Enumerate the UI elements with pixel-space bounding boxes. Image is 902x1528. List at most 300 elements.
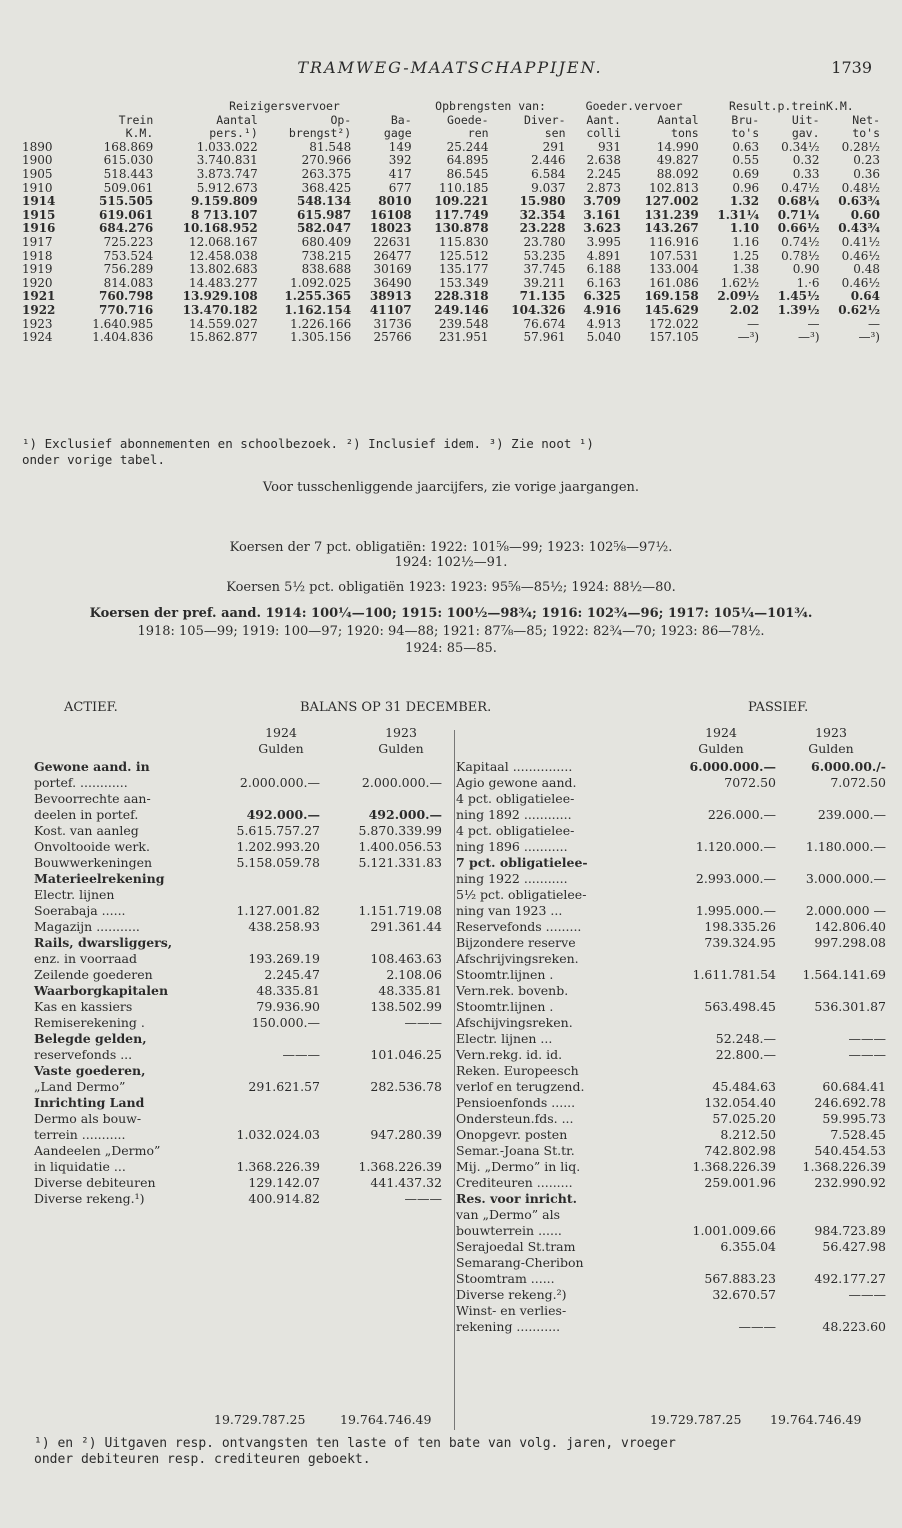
balance-row [456,1271,886,1287]
value-1923: 2.000.000 — [805,903,886,918]
value-1924: 198.335.26 [704,919,776,934]
value-1924: 1.368.226.39 [236,1159,320,1174]
balance-label: verlof en terugzend. [456,1079,585,1094]
unit-header: Gulden [378,741,424,756]
table-cell: 518.443 [103,166,154,181]
table-cell: 4.916 [583,302,621,317]
table-cell: 36490 [373,275,412,290]
table-cell: 25766 [373,330,412,345]
column-header: Bru- [731,112,760,127]
total-passief-1924: 19.729.787.25 [650,1412,742,1427]
balance-row [34,839,450,855]
balance-label: Afschijvingsreken. [456,1015,573,1030]
balance-label: Onopgevr. posten [456,1127,568,1142]
balance-row [456,1063,886,1079]
bond-quotes-7pct: Koersen der 7 pct. obligatiën: 1922: 101⅝—99; 1923: 102⅝—97½. [229,540,673,555]
balance-label: Afschrijvingsreken. [456,951,579,966]
value-1923: ——— [404,1015,442,1030]
value-1923: 984.723.89 [814,1223,886,1238]
table-row [20,290,882,304]
balance-row [456,1287,886,1303]
value-1924: 1.120.000.— [695,839,776,854]
table-cell: 263.375 [301,166,352,181]
balance-label: van „Dermo” als [456,1207,561,1222]
table-cell: 615.987 [296,207,352,222]
value-1923: 7.528.45 [830,1127,886,1142]
table-cell: 2.02 [729,302,760,317]
value-1924: 563.498.45 [704,999,776,1014]
table-cell: 1.10 [729,221,760,236]
balance-label: Reservefonds ......... [456,919,582,934]
balance-row [456,871,886,887]
table-cell: 31736 [373,316,412,331]
footnote-continued: onder vorige tabel. [22,452,165,467]
column-header: brengst²) [288,126,352,141]
balance-label: Gewone aand. in [34,759,150,774]
value-1923: ——— [404,1191,442,1206]
unit-header: Gulden [258,741,304,756]
table-cell: 814.083 [103,275,154,290]
table-cell: — [747,316,760,331]
table-cell: 5.040 [586,330,621,345]
table-cell: — [868,316,880,331]
value-1924: 1.202.993.20 [236,839,320,854]
table-cell: 0.32 [792,153,820,168]
balance-label: rekening ........... [456,1319,561,1334]
balance-row [456,823,886,839]
balance-row [34,1159,450,1175]
balance-label: Stoomtr.lijnen . [456,999,554,1014]
table-cell: 756.289 [103,262,154,277]
balance-label: Kas en kassiers [34,999,133,1014]
value-1924: 1.127.001.82 [236,903,320,918]
column-header [20,114,69,128]
balance-label: Vaste goederen, [34,1063,146,1078]
table-cell: 86.545 [446,166,489,181]
value-1924: 400.914.82 [248,1191,320,1206]
table-cell: 81.548 [309,139,352,154]
table-row [20,277,882,291]
table-cell: 25.244 [446,139,489,154]
balance-row [456,1095,886,1111]
balance-label: Waarborgkapitalen [34,983,169,998]
table-cell: 1.45½ [777,289,820,304]
balance-row [34,983,450,999]
table-cell: 76.674 [523,316,566,331]
balance-row [34,823,450,839]
value-1924: 739.324.95 [704,935,776,950]
balance-label: Materieelrekening [34,871,165,886]
value-1923: 48.223.60 [822,1319,886,1334]
bond-quotes-7pct-1924: 1924: 102½—91. [394,555,508,570]
balance-label: Vern.rek. bovenb. [456,983,569,998]
balance-label: Kost. van aanleg [34,823,139,838]
table-cell: 1.162.154 [284,302,352,317]
table-cell: 1.·6 [796,275,820,290]
balance-label: Stoomtr.lijnen . [456,967,554,982]
balance-label: Mij. „Dermo” in liq. [456,1159,581,1174]
balance-row [34,1143,450,1159]
year-cell: 1920 [22,275,53,290]
table-cell: 30169 [373,262,412,277]
table-cell: —³) [858,330,880,345]
table-row [20,236,882,250]
table-row [20,331,882,345]
balance-label: Agio gewone aand. [456,775,577,790]
balance-label: 7 pct. obligatielee- [456,855,588,870]
table-cell: 3.161 [583,207,621,222]
table-cell: 39.211 [523,275,566,290]
table-cell: 10.168.952 [182,221,258,236]
value-1923: 1.151.719.08 [358,903,442,918]
balance-label: Semarang-Cheribon [456,1255,584,1270]
column-header: Goede- [447,112,489,127]
table-cell: 1.16 [732,234,760,249]
table-cell: 8 713.107 [190,207,258,222]
table-cell: 6.163 [586,275,621,290]
table-cell: 0.62½ [838,302,880,317]
balance-row [456,983,886,999]
balance-row [34,855,450,871]
year-header: 1923 [385,725,417,740]
balance-row [456,1255,886,1271]
table-cell: 725.223 [103,234,154,249]
balance-label: ning 1892 ............ [456,807,572,822]
balance-row [456,999,886,1015]
total-actief-1924: 19.729.787.25 [214,1412,306,1427]
table-cell: 0.34½ [781,139,820,154]
table-row [20,209,882,223]
value-1923: 108.463.63 [370,951,442,966]
balance-label: portef. ............ [34,775,128,790]
column-header: gav. [791,126,820,141]
table-cell: 1.39½ [777,302,820,317]
value-1923: 282.536.78 [370,1079,442,1094]
value-1923: 59.995.73 [822,1111,886,1126]
table-cell: 16108 [369,207,412,222]
table-cell: 8010 [378,194,412,209]
column-header: Ba- [390,112,412,127]
balance-label: Dermo als bouw- [34,1111,142,1126]
table-cell: 270.966 [301,153,352,168]
table-row [20,182,882,196]
balance-row [34,871,450,887]
table-cell: 291 [542,139,566,154]
balance-row [34,1031,450,1047]
balance-label: Electr. lijnen ... [456,1031,553,1046]
table-cell: 3.995 [586,234,621,249]
value-1924: 5.615.757.27 [236,823,320,838]
table-cell: 680.409 [301,234,352,249]
value-1923: 536.301.87 [814,999,886,1014]
value-1924: 1.611.781.54 [692,967,776,982]
table-cell: 168.869 [103,139,154,154]
table-cell: 0.78½ [781,248,820,263]
table-cell: 13.929.108 [182,289,258,304]
table-cell: —³) [798,330,820,345]
table-cell: 23.228 [519,221,566,236]
balance-row [456,919,886,935]
table-cell: 1.226.166 [290,316,352,331]
table-cell: 107.531 [649,248,699,263]
year-cell: 1918 [22,248,53,263]
balance-row [34,1191,450,1207]
value-1924: 48.335.81 [256,983,320,998]
table-row [20,195,882,209]
column-header: Uit- [791,112,820,127]
balance-label: Semar.-Joana St.tr. [456,1143,575,1158]
balance-row [456,1223,886,1239]
table-cell: 1.31¼ [717,207,760,222]
column-header: tons [671,126,699,141]
balance-row [34,1063,450,1079]
value-1924: 226.000.— [707,807,776,822]
table-cell: 0.69 [732,166,760,181]
table-cell: 0.63¾ [838,194,880,209]
column-header: pers.¹) [209,126,258,141]
balance-row [456,1047,886,1063]
value-1923: 2.000.000.— [361,775,442,790]
balance-label: Kapitaal ............... [456,759,573,774]
table-cell: 0.96 [732,180,760,195]
year-cell: 1922 [22,302,56,317]
table-cell: 2.638 [586,153,621,168]
balance-label: Soerabaja ...... [34,903,126,918]
value-1923: 239.000.— [817,807,886,822]
balance-label: ning 1922 ........... [456,871,568,886]
balance-label: „Land Dermo” [34,1079,126,1094]
footer-line: onder debiteuren resp. crediteuren geboekt. [34,1452,371,1467]
value-1923: 232.990.92 [814,1175,886,1190]
column-header: Aant. [586,112,621,127]
value-1923: 441.437.32 [370,1175,442,1190]
table-cell: 619.061 [99,207,154,222]
value-1924: 1.001.009.66 [692,1223,776,1238]
balance-row [34,887,450,903]
balance-row [34,1127,450,1143]
table-cell: 110.185 [438,180,489,195]
balance-label: ning van 1923 ... [456,903,563,918]
table-cell: 9.159.809 [190,194,258,209]
table-cell: 116.916 [649,234,699,249]
value-1924: 52.248.— [715,1031,776,1046]
balance-row [456,1031,886,1047]
balance-label: enz. in voorraad [34,951,137,966]
table-cell: 143.267 [644,221,699,236]
value-1924: 1.995.000.— [695,903,776,918]
table-cell: 1.255.365 [284,289,352,304]
table-cell: 9.037 [531,180,566,195]
balance-label: 4 pct. obligatielee- [456,823,575,838]
table-cell: 12.068.167 [189,234,258,249]
balance-row [456,1207,886,1223]
balance-label: Res. voor inricht. [456,1191,577,1206]
value-1924: 438.258.93 [248,919,320,934]
table-cell: 1.38 [732,262,760,277]
value-1923: 6.000.00./- [811,759,886,774]
column-header: gage [383,126,412,141]
table-cell: 1.033.022 [196,139,258,154]
page-number: 1739 [831,58,872,77]
table-cell: 231.951 [438,330,489,345]
balance-row [456,1239,886,1255]
balance-label: Diverse debiteuren [34,1175,156,1190]
table-cell: 0.47½ [781,180,820,195]
table-cell: 115.830 [438,234,489,249]
balance-row [34,1095,450,1111]
group-header: Goeder.vervoer [585,99,683,113]
balance-row [34,999,450,1015]
table-cell: 53.235 [523,248,566,263]
value-1923: 1.180.000.— [805,839,886,854]
table-cell: 417 [388,166,412,181]
table-cell: 15.980 [519,194,566,209]
table-cell: 0.74½ [781,234,820,249]
table-cell: 127.002 [644,194,699,209]
balance-label: Ondersteun.fds. ... [456,1111,574,1126]
balance-label: in liquidatie ... [34,1159,126,1174]
value-1924: 45.484.63 [712,1079,776,1094]
table-cell: 228.318 [434,289,489,304]
balance-row [456,1319,886,1335]
table-cell: 509.061 [103,180,154,195]
balance-title: BALANS OP 31 DECEMBER. [300,700,492,715]
column-divider [454,730,455,1430]
table-cell: 1.092.025 [290,275,352,290]
value-1923: 48.335.81 [378,983,442,998]
table-cell: 3.873.747 [196,166,258,181]
year-cell: 1923 [22,316,53,331]
table-cell: 0.66½ [777,221,820,236]
table-cell: 738.215 [301,248,352,263]
table-cell: 26477 [373,248,412,263]
balance-label: Aandeelen „Dermo” [34,1143,161,1158]
balance-label: bouwterrein ...... [456,1223,562,1238]
balance-row [456,1159,886,1175]
table-cell: 684.276 [99,221,154,236]
balance-label: Serajoedal St.tram [456,1239,576,1254]
table-cell: 0.33 [792,166,820,181]
unit-header: Gulden [808,741,854,756]
balance-label: Remiserekening . [34,1015,145,1030]
table-cell: 88.092 [656,166,699,181]
balance-row [456,967,886,983]
table-cell: 172.022 [649,316,699,331]
value-1923: 997.298.08 [814,935,886,950]
value-1924: 6.000.000.— [689,759,776,774]
value-1924: 259.001.96 [704,1175,776,1190]
table-cell: 0.55 [732,153,760,168]
table-cell: 6.188 [586,262,621,277]
value-1924: 129.142.07 [248,1175,320,1190]
table-cell: 22631 [373,234,412,249]
column-header: Trein [118,112,154,127]
value-1923: 947.280.39 [370,1127,442,1142]
table-cell: 130.878 [434,221,489,236]
table-cell: 582.047 [296,221,352,236]
value-1924: 8.212.50 [720,1127,776,1142]
table-cell: 2.873 [586,180,621,195]
balance-label: Bijzondere reserve [456,935,576,950]
table-cell: 1.305.156 [290,330,352,345]
balance-label: reservefonds ... [34,1047,133,1062]
year-cell: 1890 [22,139,53,154]
table-cell: 753.524 [103,248,154,263]
table-cell: — [807,316,820,331]
table-cell: 37.745 [523,262,566,277]
balance-label: Bevoorrechte aan- [34,791,151,806]
value-1923: 291.361.44 [370,919,442,934]
year-cell: 1900 [22,153,53,168]
pref-share-quotes: Koersen der pref. aand. 1914: 100¼—100; 1915: 100½—98¾; 1916: 102¾—96; 1917: 105¼—101¾. [89,606,813,621]
value-1924: 79.936.90 [256,999,320,1014]
column-header: to's [852,126,880,141]
value-1924: 5.158.059.78 [236,855,320,870]
table-row [20,263,882,277]
value-1924: 32.670.57 [712,1287,776,1302]
table-row [20,222,882,236]
table-cell: 760.798 [99,289,154,304]
balance-row [456,1111,886,1127]
table-cell: 38913 [369,289,412,304]
pref-share-quotes-3: 1924: 85—85. [405,641,497,656]
balance-label: Belegde gelden, [34,1031,147,1046]
table-cell: 145.629 [644,302,699,317]
balance-row [34,775,450,791]
value-1923: 5.870.339.99 [358,823,442,838]
table-cell: 4.913 [586,316,621,331]
column-header: Aantal [657,112,699,127]
table-cell: 2.09½ [717,289,760,304]
year-header: 1923 [815,725,847,740]
value-1924: 742.802.98 [704,1143,776,1158]
balance-row [34,791,450,807]
table-cell: 1.25 [732,248,760,263]
table-row [20,141,882,155]
year-header: 1924 [705,725,737,740]
table-cell: 0.48½ [841,180,880,195]
balance-row [34,807,450,823]
balance-label: Vern.rekg. id. id. [456,1047,563,1062]
total-passief-1923: 19.764.746.49 [770,1412,862,1427]
table-cell: 57.961 [523,330,566,345]
column-header: ren [467,126,489,141]
balance-row [34,759,450,775]
table-cell: 3.740.831 [196,153,258,168]
balance-row [456,759,886,775]
table-row [20,154,882,168]
value-1923: 1.368.226.39 [802,1159,886,1174]
balance-row [456,839,886,855]
year-cell: 1910 [22,180,53,195]
table-cell: 157.105 [649,330,699,345]
table-cell: 102.813 [649,180,699,195]
balance-label: Crediteuren ......... [456,1175,573,1190]
balance-label: Zeilende goederen [34,967,153,982]
balance-label: Diverse rekeng.²) [456,1287,567,1302]
balance-row [456,1175,886,1191]
unit-header: Gulden [698,741,744,756]
table-cell: 14.990 [656,139,699,154]
year-cell: 1924 [22,330,53,345]
balance-label: Winst- en verlies- [456,1303,567,1318]
value-1924: 492.000.— [246,807,320,822]
year-cell: 1921 [22,289,56,304]
value-1923: 138.502.99 [370,999,442,1014]
balance-row [34,967,450,983]
table-cell: 1.640.985 [92,316,154,331]
table-cell: 615.030 [103,153,154,168]
